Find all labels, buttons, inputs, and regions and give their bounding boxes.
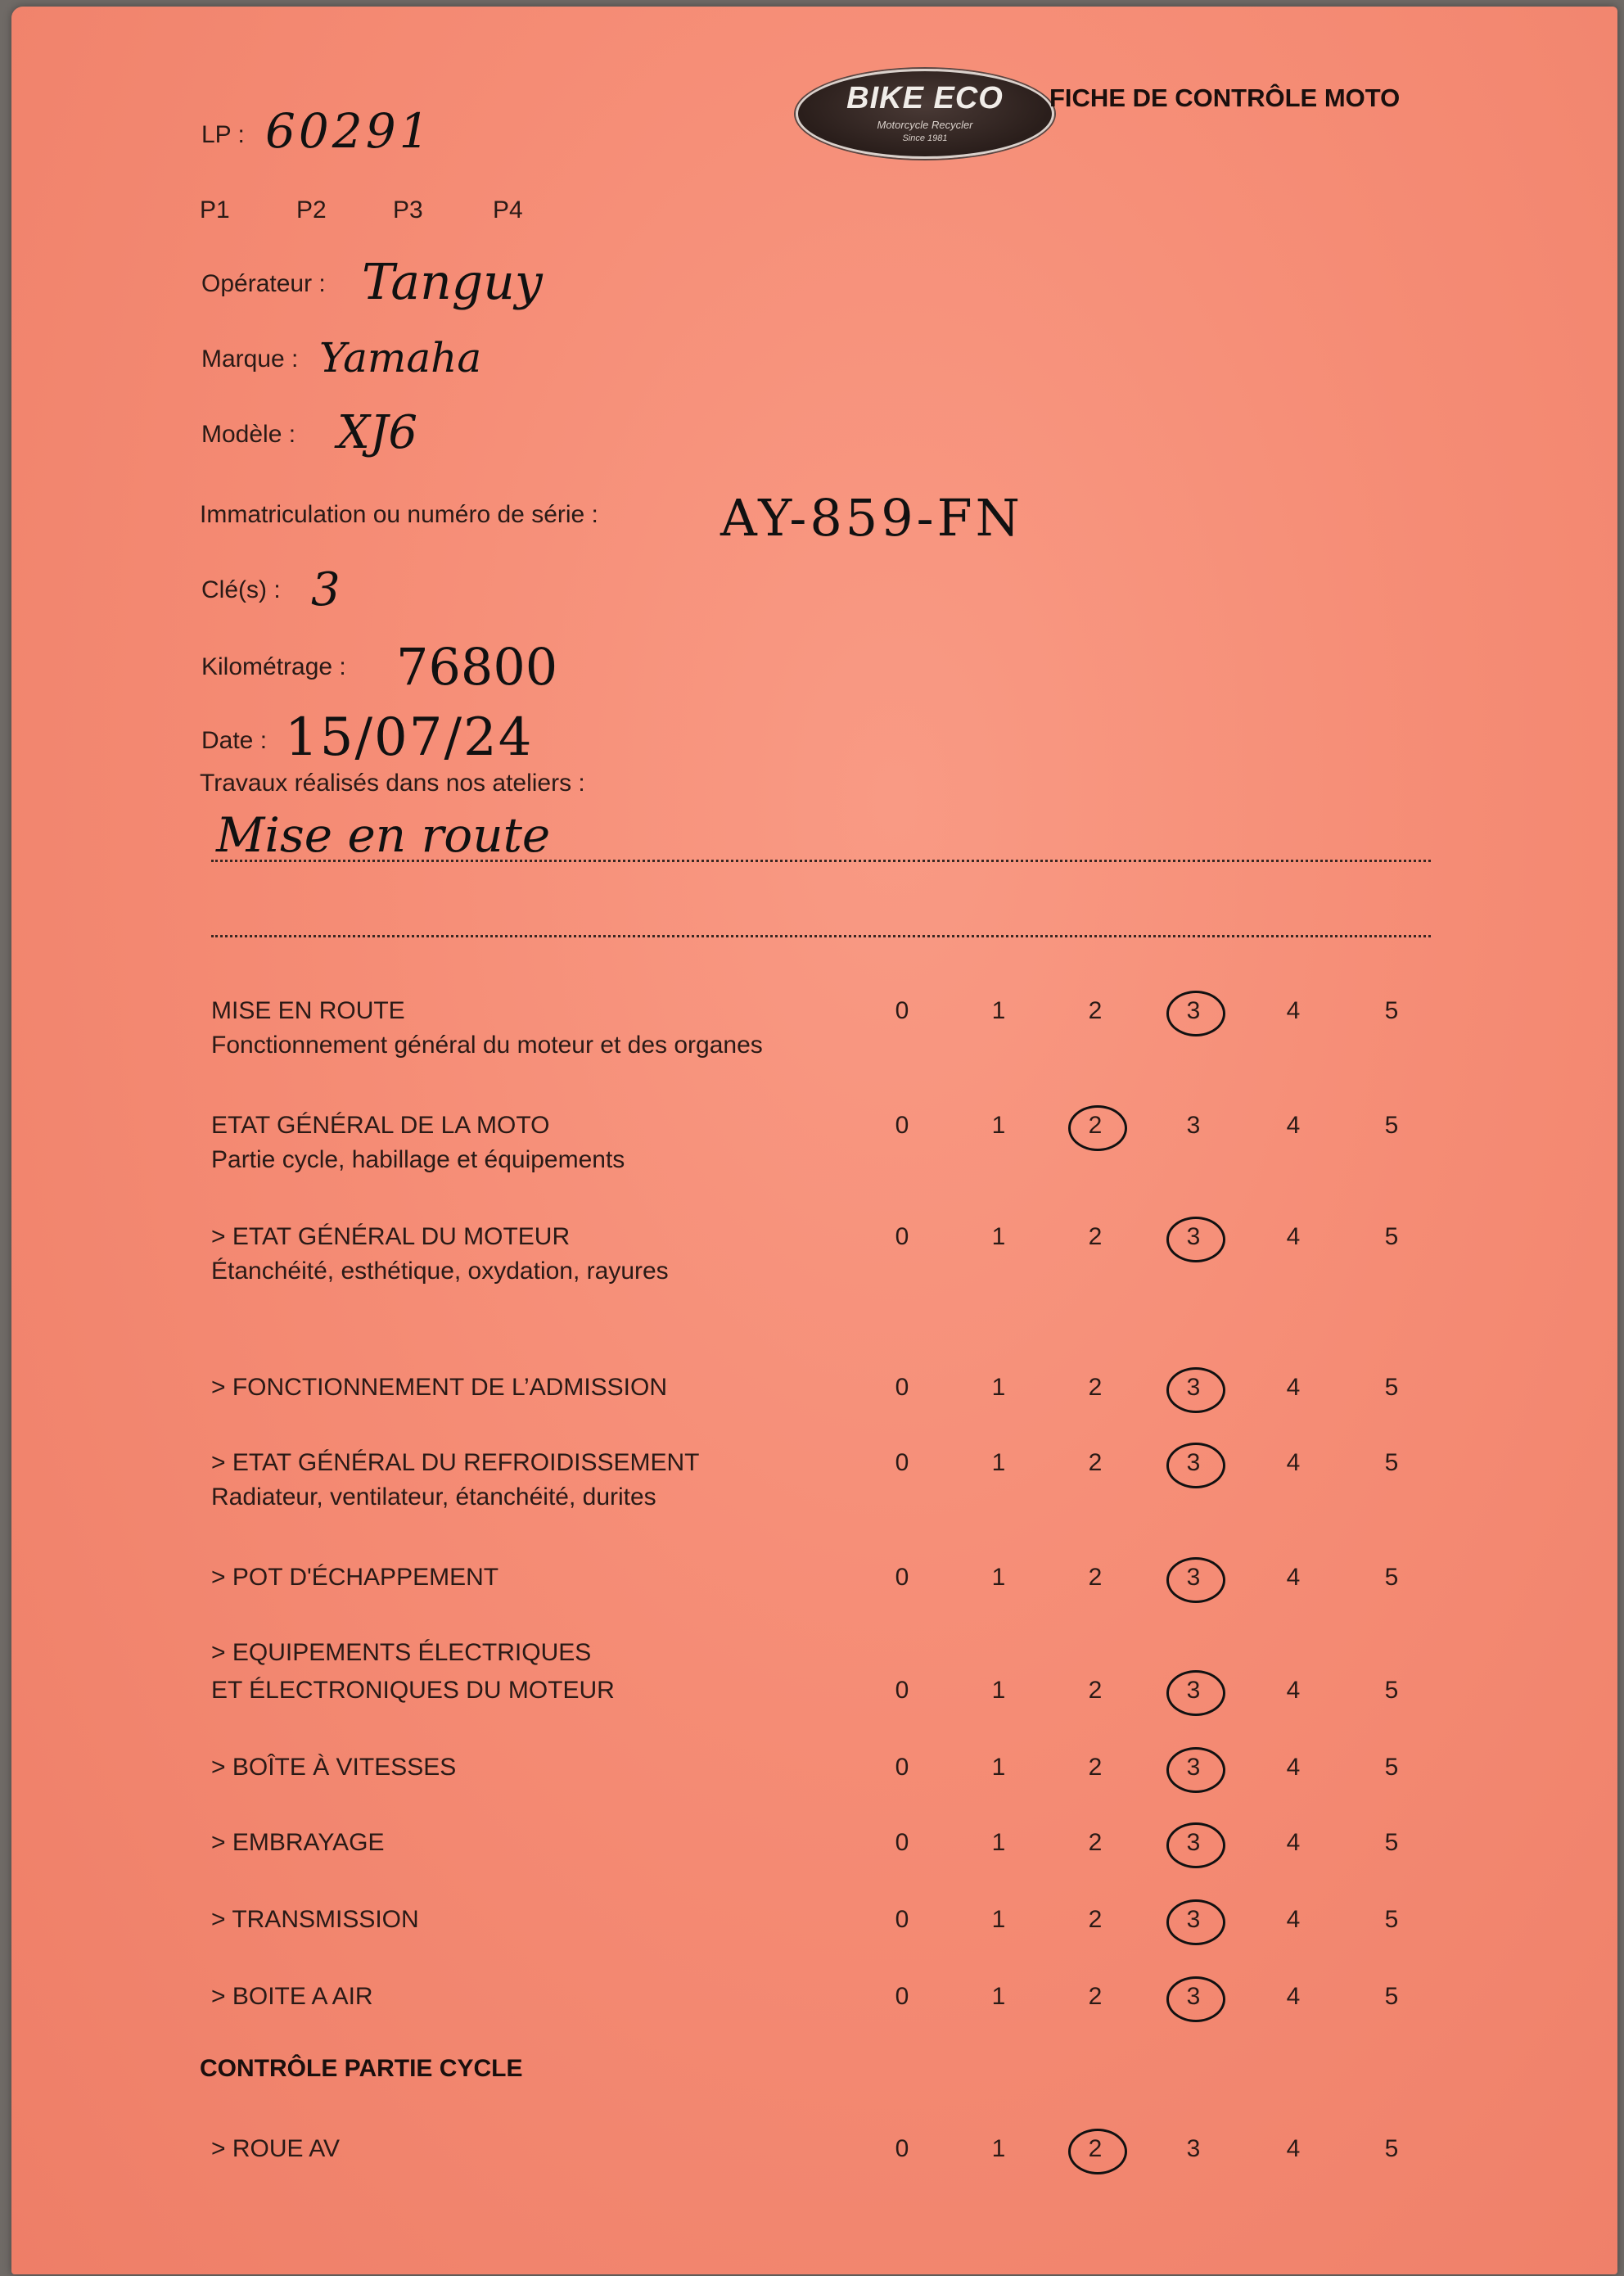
- score-option-1[interactable]: 1: [991, 1112, 1006, 1139]
- score-option-0[interactable]: 0: [895, 1374, 909, 1401]
- check-title: > BOITE A AIR: [211, 1983, 373, 2010]
- works-line-2: [211, 935, 1431, 937]
- score-option-3[interactable]: 3: [1169, 1829, 1218, 1857]
- score-option-5[interactable]: 5: [1384, 2135, 1399, 2162]
- score-option-5[interactable]: 5: [1384, 1754, 1399, 1781]
- score-option-1[interactable]: 1: [991, 1906, 1006, 1933]
- score-option-2[interactable]: 2: [1088, 1906, 1103, 1933]
- check-title: > EMBRAYAGE: [211, 1829, 385, 1856]
- score-option-0[interactable]: 0: [895, 1983, 909, 2010]
- check-title: > BOÎTE À VITESSES: [211, 1754, 457, 1781]
- registration-label: Immatriculation ou numéro de série :: [200, 501, 598, 528]
- score-option-1[interactable]: 1: [991, 1754, 1006, 1781]
- mileage-value[interactable]: 76800: [396, 637, 558, 697]
- score-option-3[interactable]: 3: [1186, 1112, 1201, 1139]
- score-option-3[interactable]: 3: [1169, 1754, 1218, 1782]
- score-option-4[interactable]: 4: [1286, 1374, 1301, 1401]
- score-option-2[interactable]: 2: [1088, 1223, 1103, 1250]
- check-title: MISE EN ROUTE: [211, 997, 405, 1024]
- score-option-0[interactable]: 0: [895, 1449, 909, 1476]
- score-option-1[interactable]: 1: [991, 1829, 1006, 1856]
- check-subtitle: Radiateur, ventilateur, étanchéité, durites: [211, 1483, 656, 1511]
- score-option-0[interactable]: 0: [895, 1906, 909, 1933]
- score-option-3[interactable]: 3: [1169, 1564, 1218, 1592]
- date-label: Date :: [201, 727, 268, 754]
- score-option-0[interactable]: 0: [895, 1223, 909, 1250]
- p-option-1[interactable]: P1: [200, 196, 230, 224]
- score-option-3[interactable]: 3: [1186, 2135, 1201, 2162]
- score-option-3[interactable]: 3: [1169, 1983, 1218, 2011]
- score-option-4[interactable]: 4: [1286, 1564, 1301, 1591]
- brand-value[interactable]: Yamaha: [319, 334, 482, 382]
- score-option-5[interactable]: 5: [1384, 1564, 1399, 1591]
- logo-text: BIKE ECO: [846, 81, 1004, 115]
- logo-since: Since 1981: [902, 133, 948, 143]
- check-row: [11, 1829, 1617, 1894]
- registration-value[interactable]: AY-859-FN: [720, 488, 1023, 548]
- score-option-4[interactable]: 4: [1286, 1983, 1301, 2010]
- score-option-4[interactable]: 4: [1286, 1754, 1301, 1781]
- check-title: > TRANSMISSION: [211, 1906, 419, 1933]
- score-option-1[interactable]: 1: [991, 1564, 1006, 1591]
- score-option-2[interactable]: 2: [1088, 1677, 1103, 1704]
- form-title: FICHE DE CONTRÔLE MOTO: [1049, 84, 1401, 112]
- check-row: [11, 1564, 1617, 1629]
- score-option-5[interactable]: 5: [1384, 1223, 1399, 1250]
- model-label: Modèle :: [201, 421, 296, 448]
- score-option-1[interactable]: 1: [991, 1983, 1006, 2010]
- score-option-0[interactable]: 0: [895, 1829, 909, 1856]
- check-title: > FONCTIONNEMENT DE L’ADMISSION: [211, 1374, 668, 1401]
- score-option-1[interactable]: 1: [991, 1449, 1006, 1476]
- score-option-3[interactable]: 3: [1169, 1677, 1218, 1705]
- score-option-3[interactable]: 3: [1169, 1906, 1218, 1934]
- check-row: [11, 1754, 1617, 1819]
- score-option-2[interactable]: 2: [1088, 1374, 1103, 1401]
- check-subtitle: Partie cycle, habillage et équipements: [211, 1146, 625, 1173]
- keys-label: Clé(s) :: [201, 576, 281, 603]
- p-option-3[interactable]: P3: [393, 196, 423, 224]
- mileage-label: Kilométrage :: [201, 653, 346, 680]
- date-value[interactable]: 15/07/24: [285, 707, 534, 768]
- keys-value[interactable]: 3: [311, 563, 341, 616]
- score-option-0[interactable]: 0: [895, 1112, 909, 1139]
- score-option-0[interactable]: 0: [895, 1564, 909, 1591]
- score-option-1[interactable]: 1: [991, 1677, 1006, 1704]
- score-option-0[interactable]: 0: [895, 1754, 909, 1781]
- check-row: [11, 1983, 1617, 2048]
- check-row: [11, 1449, 1617, 1515]
- works-value[interactable]: Mise en route: [216, 807, 551, 863]
- check-row: [11, 1639, 1617, 1742]
- score-option-3[interactable]: 3: [1169, 1449, 1218, 1477]
- works-line-1: [211, 860, 1431, 862]
- score-option-0[interactable]: 0: [895, 2135, 909, 2162]
- score-option-2[interactable]: 2: [1071, 2135, 1120, 2163]
- score-option-5[interactable]: 5: [1384, 1829, 1399, 1856]
- score-option-2[interactable]: 2: [1088, 1564, 1103, 1591]
- check-row: [11, 1112, 1617, 1177]
- check-title: > ETAT GÉNÉRAL DU REFROIDISSEMENT: [211, 1449, 700, 1476]
- check-row: [11, 1223, 1617, 1289]
- score-option-2[interactable]: 2: [1088, 1754, 1103, 1781]
- score-option-3[interactable]: 3: [1169, 997, 1218, 1025]
- score-option-1[interactable]: 1: [991, 1223, 1006, 1250]
- score-option-2[interactable]: 2: [1088, 1449, 1103, 1476]
- score-option-2[interactable]: 2: [1088, 997, 1103, 1024]
- check-title: > POT D'ÉCHAPPEMENT: [211, 1564, 499, 1591]
- score-option-5[interactable]: 5: [1384, 1374, 1399, 1401]
- score-option-5[interactable]: 5: [1384, 1449, 1399, 1476]
- model-value[interactable]: XJ6: [337, 406, 417, 459]
- p-option-2[interactable]: P2: [296, 196, 327, 224]
- logo-subtitle: Motorcycle Recycler: [877, 119, 973, 131]
- score-option-5[interactable]: 5: [1384, 997, 1399, 1024]
- score-option-1[interactable]: 1: [991, 1374, 1006, 1401]
- score-option-0[interactable]: 0: [895, 1677, 909, 1704]
- check-title: ETAT GÉNÉRAL DE LA MOTO: [211, 1112, 550, 1139]
- score-option-4[interactable]: 4: [1286, 1906, 1301, 1933]
- section-title-cycle: CONTRÔLE PARTIE CYCLE: [200, 2055, 523, 2082]
- score-option-2[interactable]: 2: [1071, 1112, 1120, 1140]
- operator-label: Opérateur :: [201, 270, 326, 297]
- score-option-3[interactable]: 3: [1169, 1374, 1218, 1402]
- check-row: [11, 2135, 1617, 2201]
- check-row: [11, 1906, 1617, 1971]
- score-option-5[interactable]: 5: [1384, 1983, 1399, 2010]
- check-title: > EQUIPEMENTS ÉLECTRIQUES: [211, 1639, 592, 1666]
- check-subtitle: Étanchéité, esthétique, oxydation, rayures: [211, 1258, 669, 1285]
- check-title: > ETAT GÉNÉRAL DU MOTEUR: [211, 1223, 571, 1250]
- score-option-1[interactable]: 1: [991, 2135, 1006, 2162]
- score-option-3[interactable]: 3: [1169, 1223, 1218, 1251]
- check-row: [11, 997, 1617, 1063]
- control-sheet: [11, 7, 1617, 2274]
- check-subtitle: Fonctionnement général du moteur et des organes: [211, 1032, 763, 1059]
- score-option-4[interactable]: 4: [1286, 1829, 1301, 1856]
- score-option-1[interactable]: 1: [991, 997, 1006, 1024]
- check-row: [11, 1374, 1617, 1439]
- score-option-4[interactable]: 4: [1286, 1677, 1301, 1704]
- bike-eco-logo: [796, 69, 1054, 159]
- score-option-2[interactable]: 2: [1088, 1983, 1103, 2010]
- check-title: > ROUE AV: [211, 2135, 341, 2162]
- score-option-4[interactable]: 4: [1286, 1449, 1301, 1476]
- score-option-2[interactable]: 2: [1088, 1829, 1103, 1856]
- works-label: Travaux réalisés dans nos ateliers :: [200, 770, 585, 797]
- score-option-0[interactable]: 0: [895, 997, 909, 1024]
- operator-value[interactable]: Tanguy: [362, 254, 543, 311]
- check-title-line2: ET ÉLECTRONIQUES DU MOTEUR: [211, 1677, 615, 1704]
- score-option-5[interactable]: 5: [1384, 1906, 1399, 1933]
- score-option-5[interactable]: 5: [1384, 1112, 1399, 1139]
- score-option-4[interactable]: 4: [1286, 1112, 1301, 1139]
- score-option-4[interactable]: 4: [1286, 1223, 1301, 1250]
- brand-label: Marque :: [201, 345, 299, 373]
- score-option-5[interactable]: 5: [1384, 1677, 1399, 1704]
- p-option-4[interactable]: P4: [493, 196, 523, 224]
- score-option-4[interactable]: 4: [1286, 2135, 1301, 2162]
- lp-value[interactable]: 60291: [265, 103, 433, 159]
- lp-label: LP :: [201, 121, 245, 148]
- score-option-4[interactable]: 4: [1286, 997, 1301, 1024]
